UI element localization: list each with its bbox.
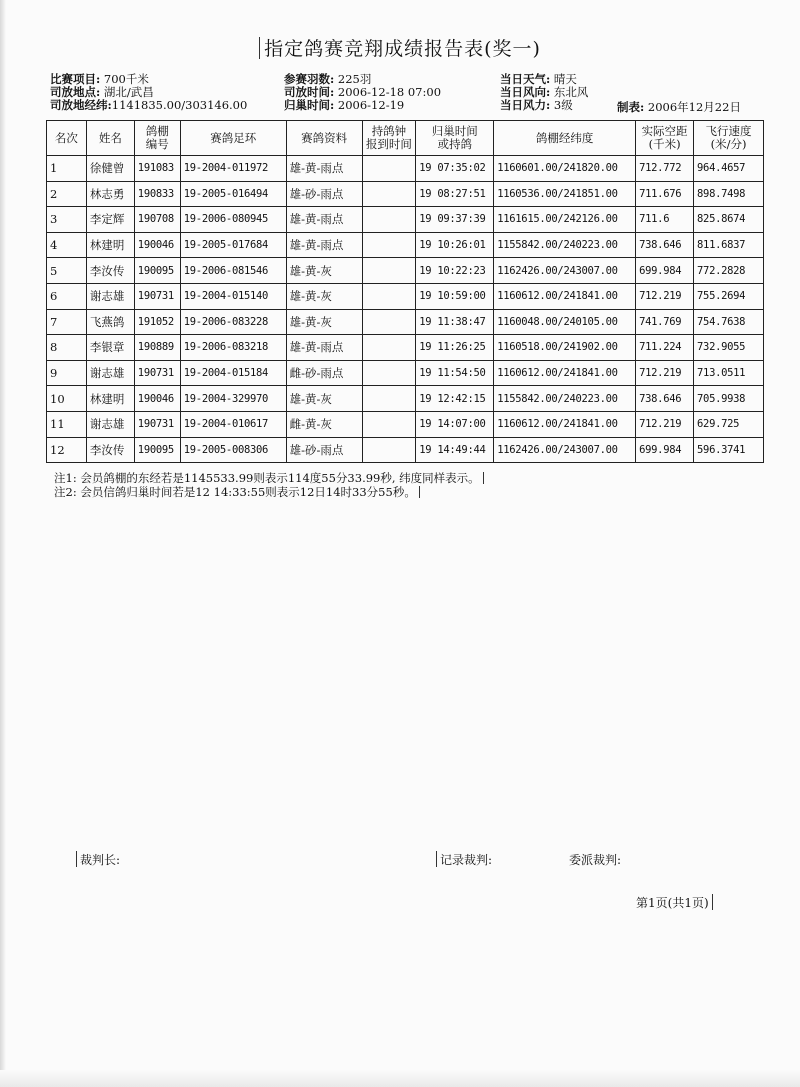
cell-clock-time: [362, 258, 416, 284]
cell-loft-coords: 1162426.00/243007.00: [494, 258, 636, 284]
title-margin-mark: [259, 37, 260, 59]
cell-distance: 712.219: [636, 360, 694, 386]
cell-return-time: 19 11:54:50: [416, 360, 494, 386]
cell-loft-coords: 1155842.00/240223.00: [494, 232, 636, 258]
table-row: [47, 309, 764, 335]
cell-speed: 898.7498: [694, 181, 764, 207]
cell-loft-id: 190731: [134, 283, 180, 309]
cell-pigeon-info: 雄-砂-雨点: [286, 437, 362, 463]
cell-speed: 755.2694: [694, 283, 764, 309]
table-row: [47, 335, 764, 361]
cell-speed: 596.3741: [694, 437, 764, 463]
cell-loft-id: 190046: [134, 232, 180, 258]
cell-rank: 6: [47, 283, 87, 309]
cell-pigeon-info: 雄-黄-雨点: [286, 207, 362, 233]
cell-clock-time: [362, 283, 416, 309]
cell-rank: 10: [47, 386, 87, 412]
cell-clock-time: [362, 156, 416, 182]
info-wind-direction: 当日风向: 东北风: [500, 85, 589, 99]
table-row: [47, 232, 764, 258]
cell-clock-time: [362, 309, 416, 335]
table-row: [47, 411, 764, 437]
cell-ring-number: 19-2005-016494: [180, 181, 286, 207]
info-entry-count: 参赛羽数: 225羽: [284, 72, 372, 86]
cell-name: 李汝传: [86, 437, 134, 463]
header-loft-coords: 鸽棚经纬度: [494, 121, 636, 156]
cell-loft-id: 190731: [134, 360, 180, 386]
notes: [54, 471, 484, 499]
table-row: [47, 386, 764, 412]
cell-loft-id: 191052: [134, 309, 180, 335]
cell-loft-coords: 1160601.00/241820.00: [494, 156, 636, 182]
cell-ring-number: 19-2006-081546: [180, 258, 286, 284]
table-body: [47, 156, 764, 463]
cell-name: 谢志雄: [86, 283, 134, 309]
cell-clock-time: [362, 232, 416, 258]
cell-rank: 8: [47, 335, 87, 361]
info-weather: 当日天气: 晴天: [500, 72, 577, 86]
cell-speed: 629.725: [694, 411, 764, 437]
info-race-item: 比赛项目: 700千米: [50, 72, 149, 86]
info-left-column: [50, 73, 247, 112]
cell-clock-time: [362, 386, 416, 412]
cell-loft-coords: 1160612.00/241841.00: [494, 360, 636, 386]
cell-return-time: 19 12:42:15: [416, 386, 494, 412]
cell-clock-time: [362, 207, 416, 233]
cell-loft-id: 190889: [134, 335, 180, 361]
cell-name: 李定辉: [86, 207, 134, 233]
cell-speed: 811.6837: [694, 232, 764, 258]
info-release-time: 司放时间: 2006-12-18 07:00: [284, 85, 442, 99]
cell-ring-number: 19-2004-015140: [180, 283, 286, 309]
report-title-row: [0, 34, 800, 61]
cell-distance: 712.772: [636, 156, 694, 182]
cell-rank: 11: [47, 411, 87, 437]
cell-loft-coords: 1160612.00/241841.00: [494, 411, 636, 437]
made-date: 制表: 2006年12月22日: [617, 100, 741, 114]
info-middle-column: [284, 73, 441, 112]
cell-return-time: 19 10:26:01: [416, 232, 494, 258]
cell-loft-id: 190708: [134, 207, 180, 233]
cell-speed: 732.9055: [694, 335, 764, 361]
header-return-time: 归巢时间 或持鸽: [416, 121, 494, 156]
note-1: 注1: 会员鸽棚的东经若是1145533.99则表示114度55分33.99秒, 纬度同样表示。: [54, 471, 484, 485]
table-header-row: [47, 121, 764, 156]
cell-distance: 741.769: [636, 309, 694, 335]
cell-distance: 711.676: [636, 181, 694, 207]
cell-clock-time: [362, 360, 416, 386]
cell-distance: 711.6: [636, 207, 694, 233]
cell-return-time: 19 14:49:44: [416, 437, 494, 463]
header-rank: 名次: [47, 121, 87, 156]
cell-ring-number: 19-2004-010617: [180, 411, 286, 437]
cell-return-time: 19 10:22:23: [416, 258, 494, 284]
cell-loft-id: 190095: [134, 258, 180, 284]
cell-ring-number: 19-2006-083228: [180, 309, 286, 335]
cell-name: 谢志雄: [86, 360, 134, 386]
cell-return-time: 19 10:59:00: [416, 283, 494, 309]
cell-distance: 712.219: [636, 411, 694, 437]
record-referee-signature: 记录裁判:: [436, 851, 492, 868]
cell-distance: 738.646: [636, 232, 694, 258]
cell-ring-number: 19-2005-017684: [180, 232, 286, 258]
assigned-referee-signature: 委派裁判:: [569, 853, 622, 867]
cell-name: 林建明: [86, 386, 134, 412]
cell-return-time: 19 07:35:02: [416, 156, 494, 182]
cell-name: 李汝传: [86, 258, 134, 284]
cell-distance: 699.984: [636, 437, 694, 463]
table-row: [47, 207, 764, 233]
cell-pigeon-info: 雄-黄-雨点: [286, 335, 362, 361]
cell-return-time: 19 11:38:47: [416, 309, 494, 335]
cell-return-time: 19 09:37:39: [416, 207, 494, 233]
cell-loft-id: 190046: [134, 386, 180, 412]
note-2: 注2: 会员信鸽归巢时间若是12 14:33:55则表示12日14时33分55秒。: [54, 485, 484, 499]
cell-clock-time: [362, 437, 416, 463]
cell-rank: 7: [47, 309, 87, 335]
cell-rank: 5: [47, 258, 87, 284]
cell-pigeon-info: 雄-黄-灰: [286, 386, 362, 412]
info-wind-force: 当日风力: 3级: [500, 98, 573, 112]
cell-clock-time: [362, 411, 416, 437]
scan-edge-bottom: [0, 1070, 800, 1087]
page-number: 第1页(共1页): [636, 894, 713, 911]
cell-rank: 3: [47, 207, 87, 233]
cell-pigeon-info: 雄-黄-雨点: [286, 232, 362, 258]
cell-rank: 2: [47, 181, 87, 207]
cell-name: 林建明: [86, 232, 134, 258]
table-row: [47, 156, 764, 182]
cell-name: 飞燕鸽: [86, 309, 134, 335]
cell-loft-coords: 1160612.00/241841.00: [494, 283, 636, 309]
cell-speed: 772.2828: [694, 258, 764, 284]
cell-distance: 738.646: [636, 386, 694, 412]
chief-referee-signature: 裁判长:: [76, 851, 120, 868]
header-speed: 飞行速度 (米/分): [694, 121, 764, 156]
cell-ring-number: 19-2004-015184: [180, 360, 286, 386]
header-pigeon-info: 赛鸽资料: [286, 121, 362, 156]
header-loft-id: 鸽棚 编号: [134, 121, 180, 156]
info-return-time: 归巢时间: 2006-12-19: [284, 98, 405, 112]
cell-speed: 713.0511: [694, 360, 764, 386]
cell-speed: 825.8674: [694, 207, 764, 233]
cell-ring-number: 19-2006-080945: [180, 207, 286, 233]
header-name: 姓名: [86, 121, 134, 156]
header-ring-number: 赛鸽足环: [180, 121, 286, 156]
cell-name: 谢志雄: [86, 411, 134, 437]
cell-return-time: 19 14:07:00: [416, 411, 494, 437]
cell-pigeon-info: 雄-黄-灰: [286, 283, 362, 309]
table-row: [47, 258, 764, 284]
cell-pigeon-info: 雄-黄-灰: [286, 309, 362, 335]
cell-pigeon-info: 雌-黄-灰: [286, 411, 362, 437]
cell-rank: 9: [47, 360, 87, 386]
header-distance: 实际空距 (千米): [636, 121, 694, 156]
cell-rank: 4: [47, 232, 87, 258]
report-title: 指定鸽赛竞翔成绩报告表(奖一): [264, 38, 541, 60]
cell-distance: 711.224: [636, 335, 694, 361]
cell-loft-id: 191083: [134, 156, 180, 182]
cell-loft-id: 190095: [134, 437, 180, 463]
cell-pigeon-info: 雌-砂-雨点: [286, 360, 362, 386]
cell-return-time: 19 08:27:51: [416, 181, 494, 207]
cell-clock-time: [362, 335, 416, 361]
cell-name: 徐健曾: [86, 156, 134, 182]
cell-clock-time: [362, 181, 416, 207]
cell-distance: 699.984: [636, 258, 694, 284]
cell-ring-number: 19-2004-329970: [180, 386, 286, 412]
cell-speed: 705.9938: [694, 386, 764, 412]
cell-speed: 754.7638: [694, 309, 764, 335]
cell-loft-coords: 1160048.00/240105.00: [494, 309, 636, 335]
info-release-place: 司放地点: 湖北/武昌: [50, 85, 154, 99]
cell-speed: 964.4657: [694, 156, 764, 182]
cell-name: 李银章: [86, 335, 134, 361]
cell-pigeon-info: 雄-黄-雨点: [286, 156, 362, 182]
cell-loft-coords: 1161615.00/242126.00: [494, 207, 636, 233]
cell-distance: 712.219: [636, 283, 694, 309]
cell-loft-coords: 1160518.00/241902.00: [494, 335, 636, 361]
cell-rank: 12: [47, 437, 87, 463]
scan-edge-left: [0, 0, 6, 1087]
table-row: [47, 437, 764, 463]
cell-pigeon-info: 雄-黄-灰: [286, 258, 362, 284]
cell-return-time: 19 11:26:25: [416, 335, 494, 361]
cell-loft-coords: 1162426.00/243007.00: [494, 437, 636, 463]
table-row: [47, 283, 764, 309]
cell-ring-number: 19-2004-011972: [180, 156, 286, 182]
table-row: [47, 360, 764, 386]
results-table: [46, 120, 764, 463]
cell-loft-coords: 1160536.00/241851.00: [494, 181, 636, 207]
cell-ring-number: 19-2006-083218: [180, 335, 286, 361]
info-release-coords: 司放地经纬:1141835.00/303146.00: [50, 98, 248, 112]
cell-loft-id: 190833: [134, 181, 180, 207]
cell-loft-id: 190731: [134, 411, 180, 437]
cell-loft-coords: 1155842.00/240223.00: [494, 386, 636, 412]
cell-ring-number: 19-2005-008306: [180, 437, 286, 463]
cell-pigeon-info: 雄-砂-雨点: [286, 181, 362, 207]
header-clock-time: 持鸽钟 报到时间: [362, 121, 416, 156]
cell-rank: 1: [47, 156, 87, 182]
cell-name: 林志勇: [86, 181, 134, 207]
table-row: [47, 181, 764, 207]
info-right-column: [500, 73, 588, 112]
